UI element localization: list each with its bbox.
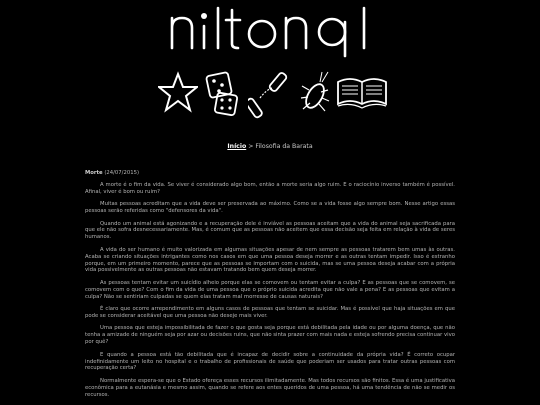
dice-icon[interactable]	[202, 70, 242, 118]
article-paragraph: Normalmente espera-se que o Estado ofereça esses recursos ilimitadamente. Mas todos recursos são finitos. Essa é uma justificativa econômica para a eutanásia e mesmo assim, quando se refere aos entes queridos de uma pessoa, há uma tendência de não se medir os recursos.	[85, 377, 455, 398]
breadcrumb	[0, 143, 540, 150]
breadcrumb-separator: >	[248, 143, 254, 150]
article-paragraph: E quando a pessoa está tão debilitada que é incapaz de decidir sobre a continuidade da própria vida? É correto ocupar indefinidamente um leito no hospital e o trabalho de profissionais de saúde que poderiam ser usados para tratar outras pessoas com recuperação certa?	[85, 351, 455, 372]
breadcrumb-home-link[interactable]: Início	[227, 143, 247, 150]
breadcrumb-current: Filosofia da Barata	[255, 143, 313, 150]
article-header	[85, 170, 455, 177]
article-paragraph: A vida do ser humano é muito valorizada em algumas situações apesar de nem sempre as pessoas tratarem bem umas às outras. Acaba se criando situações intrigantes como nos casos em que uma pessoa deseja morrer e as outras tentam impedir. Isso é estranho porque, em um primeiro momento, parece que as pessoas se importam com o suicida, mas se uma pessoa deseja acabar com a própria vida possivelmente as outras pessoas não estavam tratando bem quem deseja morrer.	[85, 246, 455, 274]
article-date: (24/07/2015)	[104, 170, 140, 176]
book-icon[interactable]	[336, 70, 388, 114]
article	[85, 170, 455, 404]
article-paragraph: Uma pessoa que esteja impossibilitada de fazer o que gosta seja porque está debilitada pela idade ou por alguma doença, que não tenha a amizade de ninguém seja por azar ou decisões ruins, que não sinta prazer com mais nada e esteja sofrendo precisa continuar vivo por quê?	[85, 325, 455, 346]
article-paragraph: A morte é o fim da vida. Se viver é considerado algo bom, então a morte seria algo ruim. E o raciocínio inverso também é possível. Afinal, viver é bom ou ruim?	[85, 181, 455, 195]
article-paragraph: Muitas pessoas acreditam que a vida deve ser preservada ao máximo. Como se a vida fosse algo sempre bom. Nesse artigo essas pessoas serão referidas como "defensores da vida".	[85, 201, 455, 215]
site-logo[interactable]	[168, 4, 374, 58]
article-paragraph: É claro que ocorre arrependimento em alguns casos de pessoas que tentam se suicidar. Mas é possível que haja situações em que pode se considerar aceitável que uma pessoa não deseje mais viver.	[85, 306, 455, 319]
nav-icons	[150, 70, 390, 130]
article-paragraph: Quando um animal está agonizando e a recuperação dele é inviável as pessoas aceitam que a vida do animal seja sacrificada para que ele não sofra desnecessariamente. Mas, é comum que as pessoas não aceitem que essa decisão seja feita em relação à vida de seres humanos.	[85, 220, 455, 241]
nunchaku-icon[interactable]	[248, 70, 292, 120]
article-title: Morte	[85, 170, 103, 176]
article-paragraph: As pessoas tentam evitar um suicídio alheio porque elas se comovem ou tentam evitar a culpa? E as pessoas que se comovem, se comovem com o que? Com o fim da vida de uma pessoa que o próprio suicida acredita que não vale a pena? E as pessoas que evitam a culpa? Não se sentiriam culpadas se quem elas tratam mal morresse de causas naturais?	[85, 279, 455, 300]
cockroach-icon[interactable]	[300, 70, 330, 116]
star-icon[interactable]	[158, 70, 198, 114]
